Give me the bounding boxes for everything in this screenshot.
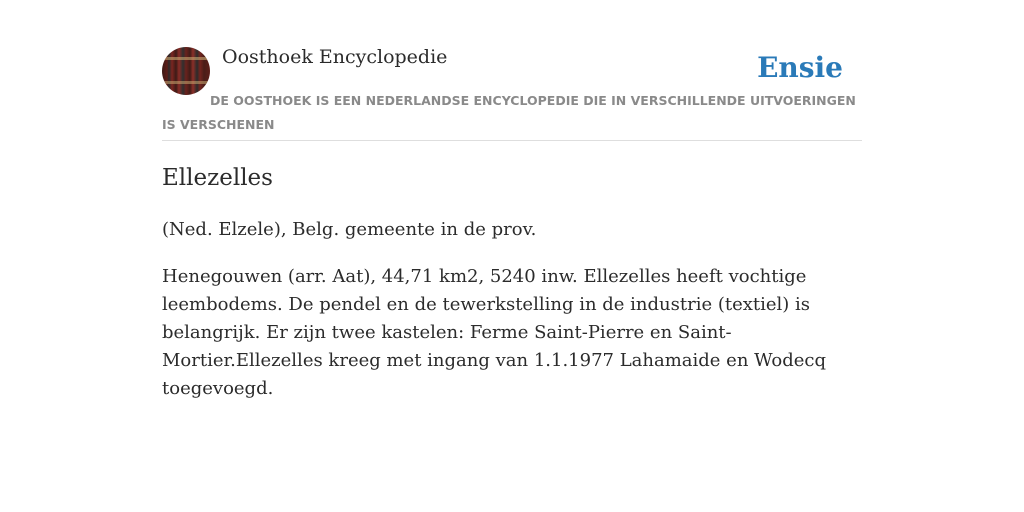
encyclopedia-books-icon[interactable] (162, 47, 210, 95)
article (162, 162, 862, 403)
article-paragraph: Henegouwen (arr. Aat), 44,71 km2, 5240 inw. Ellezelles heeft vochtige leembodems. De pendel en de tewerkstelling in de industrie (textiel) is belangrijk. Er zijn twee kastelen: Ferme Saint-Pierre en Saint-Mortier.Ellezelles kreeg met ingang van 1.1.1977 Lahamaide en Wodecq toegevoegd. (162, 266, 827, 399)
brand-logo-link[interactable]: Ensie (757, 51, 843, 84)
article-paragraph: (Ned. Elzele), Belg. gemeente in de prov. (162, 219, 537, 240)
site-header (162, 46, 862, 141)
site-name-link[interactable]: Oosthoek Encyclopedie (222, 46, 448, 68)
site-tagline: DE OOSTHOEK IS EEN NEDERLANDSE ENCYCLOPEDIE DIE IN VERSCHILLENDE UITVOERINGEN IS VERSCHENEN (162, 93, 856, 132)
article-title: Ellezelles (162, 165, 273, 191)
